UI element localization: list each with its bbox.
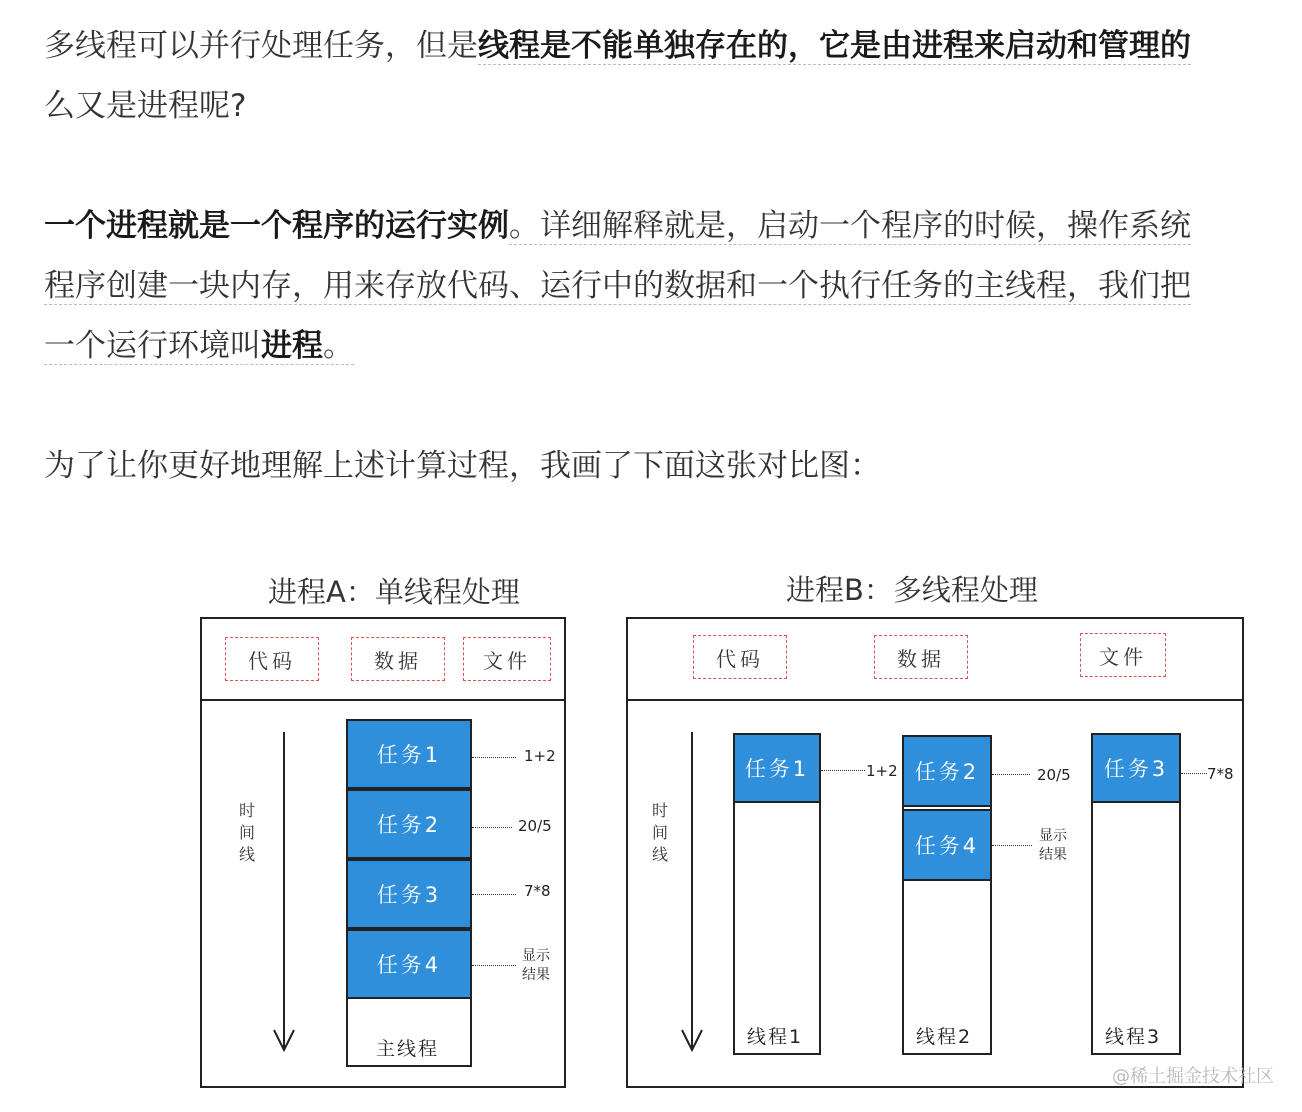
paragraph-2-line-1 (44, 203, 1191, 249)
paragraph-2-line-2 (44, 263, 1191, 309)
timeline-arrow-a-icon (270, 730, 300, 1060)
note-1: 1+2 (866, 762, 898, 780)
process-b-divider (626, 699, 1242, 701)
main-thread-label: 主线程 (376, 1038, 440, 1060)
timeline-label-b: 时间线 (651, 801, 668, 864)
thread-2-task-2: 任务2 (902, 735, 992, 807)
thread-1-label: 线程1 (747, 1026, 804, 1048)
note-connector (472, 965, 516, 966)
thread-3-task-3: 任务3 (1091, 733, 1181, 803)
resource-code: 代码 (225, 637, 319, 681)
timeline-arrow-b-icon (678, 730, 708, 1060)
paragraph-2-line-3 (44, 323, 354, 369)
process-a-divider (200, 699, 564, 701)
text-run: 多线程可以并行处理任务，但是 (44, 28, 478, 64)
thread-1-task-1: 任务1 (733, 733, 821, 803)
resource-file: 文件 (463, 637, 551, 681)
note-connector (821, 770, 865, 771)
note-2: 20/5 (1037, 766, 1071, 784)
task-2: 任务2 (346, 789, 472, 859)
figure-a-title: 进程A：单线程处理 (268, 575, 520, 609)
task-4: 任务4 (346, 929, 472, 999)
note-4: 显示结果 (1039, 828, 1067, 863)
note-connector (1181, 773, 1207, 774)
note-2: 20/5 (518, 817, 552, 835)
timeline-label-a: 时间线 (238, 801, 255, 864)
text-run: 。 (323, 328, 354, 364)
bold-text: 进程 (261, 328, 323, 364)
note-connector (472, 827, 512, 828)
thread-3-label: 线程3 (1105, 1026, 1162, 1048)
note-1: 1+2 (524, 747, 556, 765)
note-3: 7*8 (1207, 765, 1234, 783)
task-1: 任务1 (346, 719, 472, 789)
note-4: 显示结果 (522, 948, 550, 983)
note-connector (992, 845, 1032, 846)
bold-underlined-text: 线程是不能单独存在的，它是由进程来启动和管理的 (478, 28, 1191, 64)
underlined-text: 程序创建一块内存，用来存放代码、运行中的数据和一个执行任务的主线程，我们把 (44, 268, 1191, 304)
thread-2-label: 线程2 (916, 1026, 973, 1048)
watermark: @稀土掘金技术社区 (1112, 1066, 1274, 1087)
note-3: 7*8 (524, 882, 551, 900)
resource-data: 数据 (874, 635, 968, 679)
resource-file: 文件 (1080, 633, 1166, 677)
thread-2-task-4: 任务4 (902, 809, 992, 881)
text-run: 一个运行环境叫 (44, 328, 261, 364)
underlined-text: 。详细解释就是，启动一个程序的时候，操作系统 (509, 208, 1191, 244)
underlined-text (44, 328, 354, 365)
note-connector (472, 894, 516, 895)
bold-text: 一个进程就是一个程序的运行实例 (44, 208, 509, 244)
figure-b-title: 进程B：多线程处理 (786, 573, 1038, 607)
task-3: 任务3 (346, 859, 472, 929)
resource-code: 代码 (693, 635, 787, 679)
paragraph-3: 为了让你更好地理解上述计算过程，我画了下面这张对比图： (44, 448, 881, 484)
resource-data: 数据 (351, 637, 445, 681)
note-connector (992, 774, 1030, 775)
paragraph-1-line-1 (44, 23, 1191, 69)
note-connector (472, 757, 516, 758)
paragraph-1-line-2: 么又是进程呢? (44, 88, 247, 124)
